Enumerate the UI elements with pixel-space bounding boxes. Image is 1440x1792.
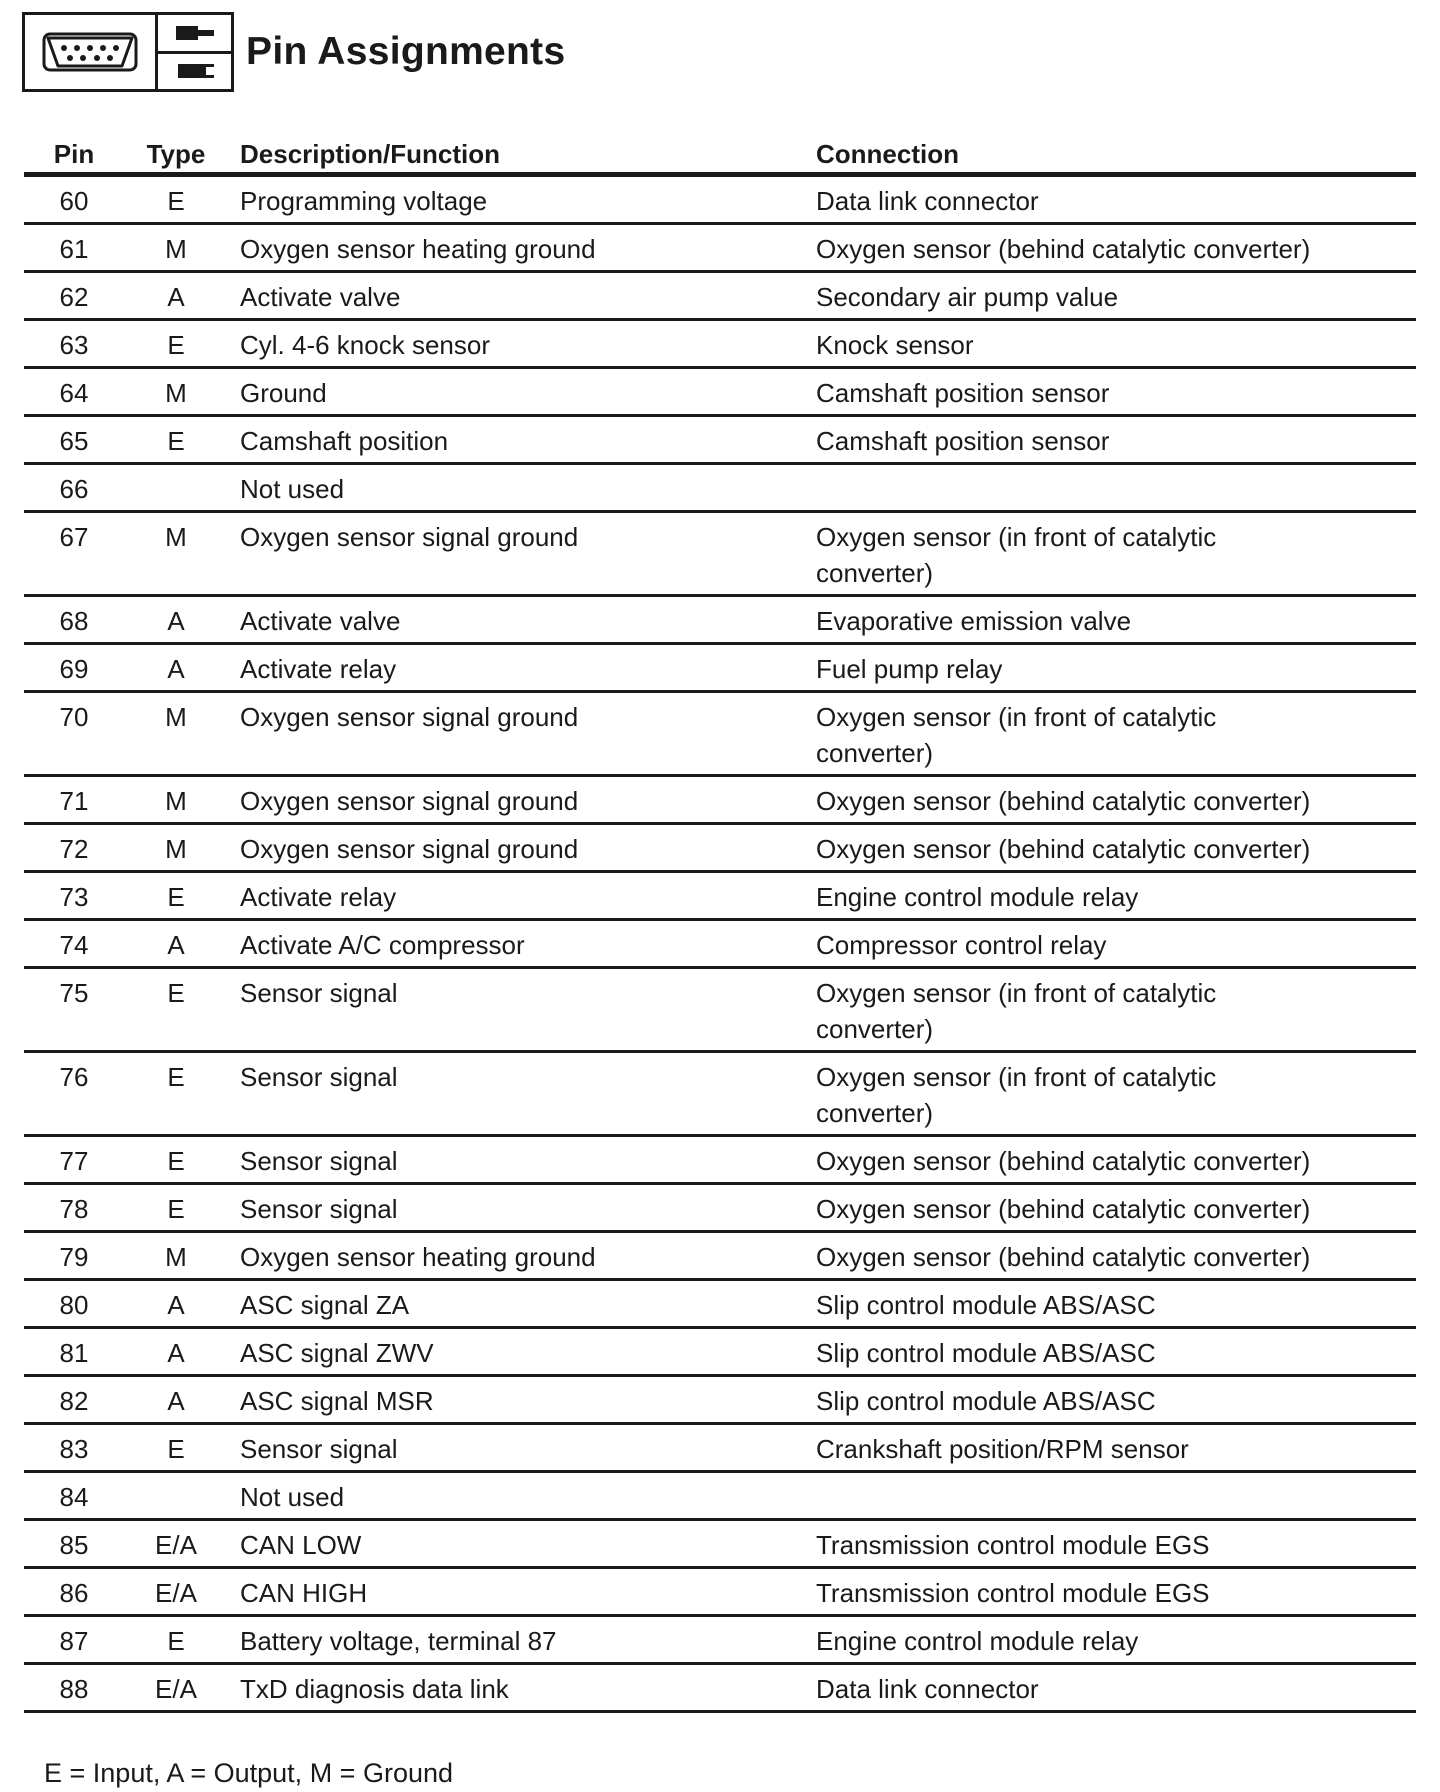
description-cell: Sensor signal — [240, 1062, 398, 1092]
pin-cell: 76 — [59, 1062, 89, 1092]
pin-cell: 78 — [59, 1194, 89, 1224]
type-cell: E — [167, 978, 185, 1008]
pin-cell: 85 — [59, 1530, 89, 1560]
connection-cell: Engine control module relay — [816, 882, 1139, 912]
pin-cell: 84 — [59, 1482, 89, 1512]
connection-cell: Transmission control module EGS — [816, 1578, 1210, 1608]
description-cell: Oxygen sensor heating ground — [240, 234, 596, 264]
table-row — [24, 1053, 1416, 1137]
description-cell: Oxygen sensor signal ground — [240, 522, 579, 552]
table-row — [24, 1329, 1416, 1377]
description-cell: Activate valve — [240, 606, 401, 636]
type-cell: M — [165, 702, 187, 732]
plug-in-icon — [158, 54, 231, 90]
table-row — [24, 1521, 1416, 1569]
type-cell: A — [167, 930, 185, 960]
table-row — [24, 1185, 1416, 1233]
connector-icon — [25, 15, 158, 89]
table-row — [24, 873, 1416, 921]
type-cell: E/A — [155, 1530, 197, 1560]
description-cell: Oxygen sensor signal ground — [240, 834, 579, 864]
table-row — [24, 1617, 1416, 1665]
type-cell: E — [167, 1146, 185, 1176]
connection-cell: Evaporative emission valve — [816, 606, 1132, 636]
table-row — [24, 321, 1416, 369]
table-row — [24, 177, 1416, 225]
type-cell: M — [165, 834, 187, 864]
connection-cell: Camshaft position sensor — [816, 426, 1110, 456]
pin-table — [24, 128, 1416, 1713]
connection-cell: Oxygen sensor (behind catalytic converter) — [816, 234, 1311, 264]
connection-cell: Oxygen sensor (behind catalytic converter) — [816, 1146, 1311, 1176]
description-cell: ASC signal MSR — [240, 1386, 434, 1416]
pin-cell: 88 — [59, 1674, 89, 1704]
type-cell: E — [167, 1194, 185, 1224]
description-cell: Oxygen sensor heating ground — [240, 1242, 596, 1272]
type-legend: E = Input, A = Output, M = Ground — [44, 1758, 454, 1788]
table-header — [24, 128, 1416, 177]
table-row — [24, 825, 1416, 873]
pin-cell: 60 — [59, 186, 89, 216]
pin-cell: 64 — [59, 378, 89, 408]
type-cell: M — [165, 522, 187, 552]
connection-cell — [808, 1473, 1416, 1483]
connection-cell: Slip control module ABS/ASC — [816, 1338, 1156, 1368]
pin-cell: 75 — [59, 978, 89, 1008]
page-header — [22, 12, 565, 92]
type-cell: A — [167, 1338, 185, 1368]
description-cell: Not used — [240, 1482, 345, 1512]
pin-cell: 63 — [59, 330, 89, 360]
table-row — [24, 1281, 1416, 1329]
description-cell: Activate relay — [240, 654, 397, 684]
pin-cell: 74 — [59, 930, 89, 960]
table-row — [24, 1377, 1416, 1425]
pin-cell: 67 — [59, 522, 89, 552]
connection-cell: Knock sensor — [816, 330, 974, 360]
column-header-pin: Pin — [53, 139, 95, 169]
type-cell: M — [165, 1242, 187, 1272]
connection-cell: Secondary air pump value — [816, 282, 1119, 312]
description-cell: Not used — [240, 474, 345, 504]
type-cell: E/A — [155, 1578, 197, 1608]
connection-cell: Oxygen sensor (in front of catalytic converter) — [816, 978, 1217, 1044]
description-cell: ASC signal ZWV — [240, 1338, 434, 1368]
table-row — [24, 645, 1416, 693]
connection-cell: Oxygen sensor (behind catalytic converter) — [816, 1242, 1311, 1272]
connection-cell: Fuel pump relay — [816, 654, 1003, 684]
column-header-type: Type — [146, 139, 206, 169]
type-cell: A — [167, 606, 185, 636]
table-row — [24, 1233, 1416, 1281]
pin-cell: 79 — [59, 1242, 89, 1272]
connection-cell — [808, 465, 1416, 475]
type-cell: E — [167, 330, 185, 360]
connection-cell: Camshaft position sensor — [816, 378, 1110, 408]
pin-cell: 62 — [59, 282, 89, 312]
connection-cell: Engine control module relay — [816, 1626, 1139, 1656]
pin-cell: 66 — [59, 474, 89, 504]
type-cell: A — [167, 1290, 185, 1320]
type-cell: A — [167, 282, 185, 312]
type-cell: A — [167, 1386, 185, 1416]
type-cell: E — [167, 1434, 185, 1464]
table-row — [24, 1137, 1416, 1185]
type-cell — [124, 465, 228, 475]
description-cell: Sensor signal — [240, 1146, 398, 1176]
type-cell: M — [165, 786, 187, 816]
column-header-description: Description/Function — [240, 139, 500, 169]
type-cell: E — [167, 1626, 185, 1656]
table-row — [24, 417, 1416, 465]
type-cell — [124, 1473, 228, 1483]
description-cell: Activate relay — [240, 882, 397, 912]
table-body — [24, 177, 1416, 1713]
table-row — [24, 465, 1416, 513]
connection-cell: Slip control module ABS/ASC — [816, 1290, 1156, 1320]
connection-cell: Oxygen sensor (behind catalytic converter) — [816, 1194, 1311, 1224]
type-cell: E/A — [155, 1674, 197, 1704]
type-cell: E — [167, 186, 185, 216]
connection-cell: Crankshaft position/RPM sensor — [816, 1434, 1189, 1464]
pin-cell: 68 — [59, 606, 89, 636]
type-cell: E — [167, 1062, 185, 1092]
description-cell: Programming voltage — [240, 186, 488, 216]
pin-cell: 86 — [59, 1578, 89, 1608]
description-cell: TxD diagnosis data link — [240, 1674, 509, 1704]
connection-cell: Oxygen sensor (in front of catalytic converter) — [816, 702, 1217, 768]
pin-cell: 83 — [59, 1434, 89, 1464]
table-row — [24, 693, 1416, 777]
table-row — [24, 777, 1416, 825]
connection-cell: Transmission control module EGS — [816, 1530, 1210, 1560]
table-row — [24, 225, 1416, 273]
connector-icon-box — [22, 12, 234, 92]
pin-cell: 71 — [59, 786, 89, 816]
connection-cell: Data link connector — [816, 1674, 1039, 1704]
table-row — [24, 1665, 1416, 1713]
table-row — [24, 1569, 1416, 1617]
description-cell: Cyl. 4-6 knock sensor — [240, 330, 490, 360]
table-row — [24, 513, 1416, 597]
description-cell: Activate A/C compressor — [240, 930, 525, 960]
description-cell: Activate valve — [240, 282, 401, 312]
table-row — [24, 369, 1416, 417]
type-cell: E — [167, 426, 185, 456]
table-row — [24, 273, 1416, 321]
pin-cell: 69 — [59, 654, 89, 684]
pin-cell: 87 — [59, 1626, 89, 1656]
description-cell: Camshaft position — [240, 426, 449, 456]
table-row — [24, 969, 1416, 1053]
connection-cell: Oxygen sensor (in front of catalytic converter) — [816, 1062, 1217, 1128]
pin-cell: 82 — [59, 1386, 89, 1416]
column-header-connection: Connection — [816, 139, 959, 169]
page-title: Pin Assignments — [246, 30, 566, 73]
plug-icons — [158, 15, 231, 89]
connection-cell: Data link connector — [816, 186, 1039, 216]
pin-cell: 61 — [59, 234, 89, 264]
connection-cell: Oxygen sensor (behind catalytic converter) — [816, 786, 1311, 816]
type-cell: M — [165, 234, 187, 264]
description-cell: Sensor signal — [240, 1194, 398, 1224]
table-row — [24, 921, 1416, 969]
table-row — [24, 1425, 1416, 1473]
plug-out-icon — [158, 15, 231, 54]
connection-cell: Slip control module ABS/ASC — [816, 1386, 1156, 1416]
description-cell: Sensor signal — [240, 978, 398, 1008]
connection-cell: Compressor control relay — [816, 930, 1107, 960]
connection-cell: Oxygen sensor (in front of catalytic converter) — [816, 522, 1217, 588]
description-cell: ASC signal ZA — [240, 1290, 410, 1320]
pin-cell: 65 — [59, 426, 89, 456]
type-cell: A — [167, 654, 185, 684]
description-cell: Oxygen sensor signal ground — [240, 702, 579, 732]
description-cell: Oxygen sensor signal ground — [240, 786, 579, 816]
pin-cell: 80 — [59, 1290, 89, 1320]
pin-cell: 77 — [59, 1146, 89, 1176]
type-cell: M — [165, 378, 187, 408]
type-cell: E — [167, 882, 185, 912]
pin-cell: 70 — [59, 702, 89, 732]
pin-cell: 81 — [59, 1338, 89, 1368]
table-row — [24, 1473, 1416, 1521]
description-cell: CAN LOW — [240, 1530, 362, 1560]
table-row — [24, 597, 1416, 645]
description-cell: Battery voltage, terminal 87 — [240, 1626, 557, 1656]
connection-cell: Oxygen sensor (behind catalytic converter) — [816, 834, 1311, 864]
pin-cell: 73 — [59, 882, 89, 912]
description-cell: Sensor signal — [240, 1434, 398, 1464]
description-cell: Ground — [240, 378, 327, 408]
description-cell: CAN HIGH — [240, 1578, 368, 1608]
pin-cell: 72 — [59, 834, 89, 864]
